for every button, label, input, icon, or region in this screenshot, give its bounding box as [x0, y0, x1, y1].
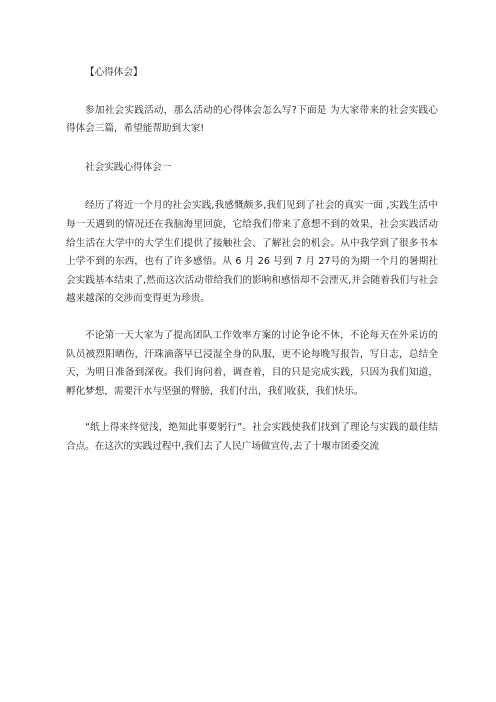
section-label: 【心得体会】: [85, 67, 143, 78]
section-heading: 社会实践心得体会一: [85, 161, 172, 173]
document-body: [66, 64, 438, 457]
spacer: [66, 139, 438, 159]
body-paragraph-1: 经历了将近一个月的社会实践,我感慨颇多,我们见到了社会的真实一面 ,实践生活中每一天遇到的情况还在我脑海里回旋，它给我们带来了意想不到的效果，社会实践活动给生活在大学中的大学生们提供了接触社会、了解社会的机会。从中我学到了很多书本上学不到的东西，也有了许多感悟。从 6 月 26 号到 7 月 27号的为期一个月的暑期社会实践基本结束了,然而这次活动带给我们的影响和感悟却不会湮灭,并会随着我们与社会越来越深的交涉而变得更为珍贵。: [66, 200, 438, 305]
spacer: [66, 177, 438, 197]
body-paragraph-2: 不论第一天大家为了提高团队工作效率方案的讨论争论不休，不论每天在外采访的队员被烈阳晒伤，汗珠滴落早已浸湿全身的队服，更不论每晚写报告，写日志，总结全天，为明日准备到深夜。我们询问着，调查着，目的只是完成实践，只因为我们知道，孵化梦想，需要汗水与坚强的臂膀，我们付出，我们收获，我们快乐。: [66, 329, 438, 397]
spacer: [66, 309, 438, 327]
body-paragraph-3: “纸上得来终觉浅，绝知此事要躬行”。社会实践使我们找到了理论与实践的最佳结合点。在这次的实践过程中,我们去了人民广场做宣传,去了十堰市团委交流: [66, 422, 438, 452]
intro-paragraph: 参加社会实践活动，那么活动的心得体会怎么写?下面是 为大家带来的社会实践心得体会三篇，希望能帮助到大家!: [66, 104, 438, 135]
spacer: [66, 83, 438, 102]
spacer: [66, 401, 438, 419]
